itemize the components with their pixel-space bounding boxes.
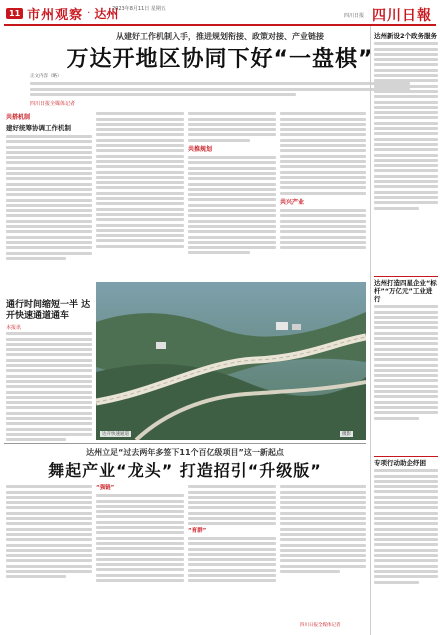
left-column-body: [6, 135, 92, 260]
bottom-story-headline: 舞起产业“龙头” 打造招引“升级版”: [48, 461, 322, 480]
sidebar-item-industry: [374, 276, 438, 422]
top-story-lead: [30, 73, 410, 98]
sidebar-headline: 达州新设2个政务服务: [374, 32, 438, 40]
feature-kicker: 共搭机制: [6, 114, 31, 121]
bottom-story-byline: 四川日报全媒体记者: [300, 623, 341, 628]
middle-column-b: [188, 110, 276, 280]
bottom-column-1: [6, 483, 92, 628]
masthead-separator: ·: [87, 8, 91, 19]
left-column: [6, 110, 92, 320]
issue-date: 2023年8月11日 星期五: [112, 6, 166, 12]
top-story-byline: 四川日报全媒体记者: [30, 101, 76, 107]
sidebar-item-relief: [374, 456, 438, 586]
photo-credit: 摄影: [342, 432, 351, 437]
feature-title: 建好统筹协调工作机制: [6, 124, 71, 132]
rail-story-kicker: 本报讯: [6, 325, 22, 331]
subhead-industry: 共兴产业: [280, 198, 305, 206]
masthead-left: [6, 4, 118, 23]
top-story-lead-text: 正文内容（略）: [30, 74, 62, 79]
sidebar-item-gov-service: [374, 32, 438, 212]
page-number-badge: 11: [6, 8, 23, 19]
sidebar-headline: 专项行动助企纾困: [374, 459, 426, 467]
middle-column-c: [280, 110, 366, 280]
bottom-subhead-1: “强链”: [96, 485, 115, 491]
sidebar-body: [374, 305, 438, 419]
photo-caption: 达开快速通道: [102, 432, 129, 437]
masthead-contact: 四川日报: [343, 12, 364, 19]
rail-story-header: [6, 300, 92, 331]
masthead-right: [344, 5, 432, 25]
bottom-subhead-2: “育群”: [188, 527, 207, 534]
top-story-kicker: 从建好工作机制入手，推进规划衔接、政策对接、产业链接: [116, 32, 324, 41]
subhead-planning: 共推规划: [188, 145, 213, 153]
middle-column-a: [96, 110, 184, 280]
right-sidebar: [370, 26, 436, 635]
top-story-headline: 万达开地区协同下好“一盘棋”: [66, 47, 374, 72]
bottom-story-kicker: 达州立足“过去两年多签下11个百亿级项目”这一新起点: [86, 448, 284, 457]
bottom-section-divider: [4, 443, 366, 444]
photo-illustration: [96, 282, 366, 440]
sidebar-headline: 达州打造四星企业“标杆”“万亿元”工业进行: [374, 279, 437, 303]
rail-story-title: 通行时间缩短一半 达开快速通道通车: [6, 300, 91, 321]
section-name: 市州观察: [27, 8, 84, 23]
sidebar-body: [374, 469, 438, 583]
bottom-column-3: [188, 483, 276, 628]
region-name: 达州: [94, 7, 119, 21]
aerial-highway-photo: [96, 282, 366, 440]
newspaper-brand-logo: 四川日報: [372, 8, 432, 24]
sidebar-body: [374, 42, 438, 209]
bottom-column-4: [280, 483, 366, 628]
bottom-column-2: [96, 483, 184, 628]
